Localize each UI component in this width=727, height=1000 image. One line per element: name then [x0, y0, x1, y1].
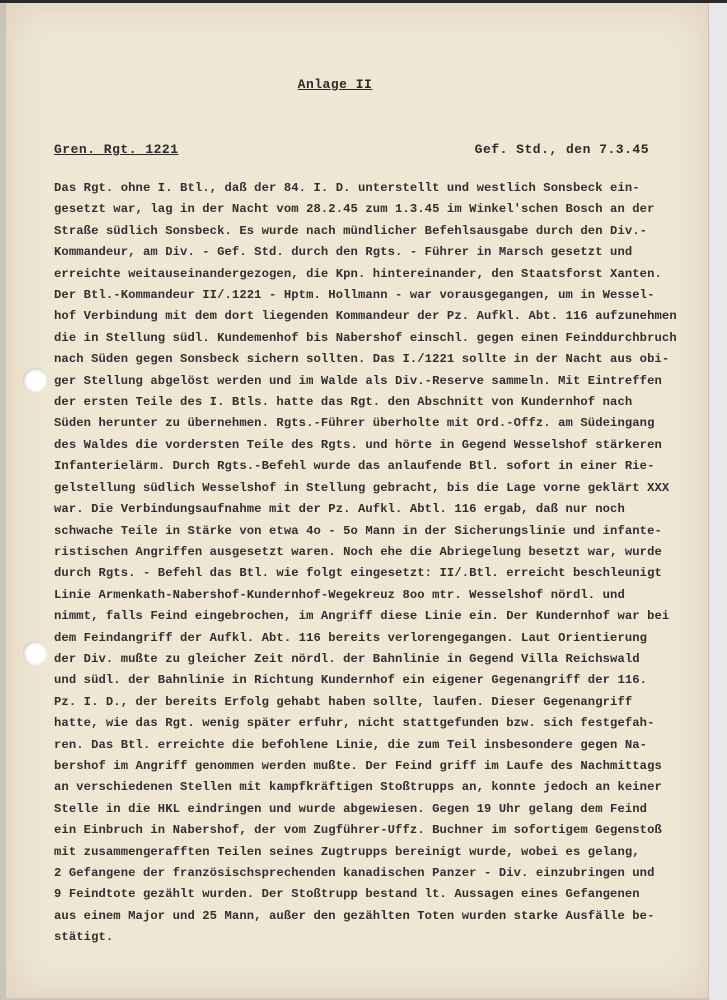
body-line: dem Feindangriff der Aufkl. Abt. 116 bereits verlorengegangen. Laut Orientierung: [54, 630, 648, 645]
place-date: Gef. Std., den 7.3.45: [474, 142, 649, 157]
punch-hole-lower: [23, 641, 47, 665]
body-line: gesetzt war, lag in der Nacht vom 28.2.45 zum 1.3.45 im Winkel'schen Bosch an der: [54, 202, 655, 217]
body-line: an verschiedenen Stellen mit kampfkräftigen Stoßtrupps an, konnte jedoch an keiner: [54, 780, 662, 795]
body-line: 9 Feindtote gezählt wurden. Der Stoßtrupp bestand lt. Aussagen eines Gefangenen: [54, 887, 640, 902]
body-line: gelstellung südlich Wesselshof in Stellung gebracht, bis die Lage vorne geklärt XXX: [54, 480, 670, 495]
body-line: nach Süden gegen Sonsbeck sichern sollten. Das I./1221 sollte in der Nacht aus obi-: [54, 352, 670, 367]
body-line: mit zusammengerafften Teilen seines Zugtrupps bereinigt wurde, wobei es gelang,: [54, 844, 640, 859]
body-line: war. Die Verbindungsaufnahme mit der Pz. Aufkl. Abtl. 116 ergab, daß nur noch: [54, 502, 625, 517]
body-line: Stelle in die HKL eindringen und wurde abgewiesen. Gegen 19 Uhr gelang dem Feind: [54, 801, 648, 816]
body-line: nimmt, falls Feind eingebrochen, im Angriff diese Linie ein. Der Kundernhof war bei: [54, 609, 670, 624]
body-line: stätigt.: [54, 930, 114, 945]
heading-text: Anlage II: [297, 77, 373, 92]
body-line: schwache Teile in Stärke von etwa 4o - 5o Mann in der Sicherungslinie und infante-: [54, 523, 662, 538]
body-line: bershof im Angriff genommen werden mußte. Der Feind griff im Laufe des Nachmittags: [54, 758, 662, 773]
body-line: ristischen Angriffen ausgesetzt waren. Noch ehe die Abriegelung besetzt war, wurde: [54, 544, 662, 559]
body-line: ger Stellung abgelöst werden und im Walde als Div.-Reserve sammeln. Mit Eintreffen: [54, 373, 662, 388]
body-line: die in Stellung südl. Kundemenhof bis Nabershof einschl. gegen einen Feinddurchbruch: [54, 330, 677, 345]
body-line: Pz. I. D., der bereits Erfolg gehabt haben sollte, laufen. Dieser Gegenangriff: [54, 694, 633, 709]
punch-hole-upper: [23, 368, 47, 392]
body-line: Der Btl.-Kommandeur II/.1221 - Hptm. Hollmann - war vorausgegangen, um in Wessel-: [54, 288, 655, 303]
body-line: durch Rgts. - Befehl das Btl. wie folgt eingesetzt: II/.Btl. erreicht beschleunigt: [54, 566, 662, 581]
body-line: erreichte weitauseinandergezogen, die Kpn. hintereinander, den Staatsforst Xanten.: [54, 266, 662, 281]
body-line: ren. Das Btl. erreichte die befohlene Linie, die zum Teil insbesondere gegen Na-: [54, 737, 648, 752]
body-line: der ersten Teile des I. Btls. hatte das Rgt. den Abschnitt von Kundernhof nach: [54, 395, 633, 410]
body-line: der Div. mußte zu gleicher Zeit nördl. der Bahnlinie in Gegend Villa Reichswald: [54, 651, 640, 666]
body-line: Straße südlich Sonsbeck. Es wurde nach mündlicher Befehlsausgabe durch den Div.-: [54, 223, 648, 238]
body-line: Süden herunter zu übernehmen. Rgts.-Führer überholte mit Ord.-Offz. am Südeingang: [54, 416, 655, 431]
body-line: Infanterielärm. Durch Rgts.-Befehl wurde das anlaufende Btl. sofort in einer Rie-: [54, 459, 655, 474]
body-line: Das Rgt. ohne I. Btl., daß der 84. I. D. unterstellt und westlich Sonsbeck ein-: [54, 181, 640, 195]
body-line: und südl. der Bahnlinie in Richtung Kundernhof ein eigener Gegenangriff der 116.: [54, 673, 648, 688]
body-line: Kommandeur, am Div. - Gef. Std. durch den Rgts. - Führer in Marsch gesetzt und: [54, 245, 633, 260]
body-line: hatte, wie das Rgt. wenig später erfuhr, nicht stattgefunden bzw. sich festgefah-: [54, 716, 655, 731]
body-line: ein Einbruch in Nabershof, der vom Zugführer-Uffz. Buchner im sofortigem Gegenstoß: [54, 823, 662, 838]
body-line: aus einem Major und 25 Mann, außer den gezählten Toten wurden starke Ausfälle be-: [54, 908, 655, 923]
body-line: hof Verbindung mit dem dort liegenden Kommandeur der Pz. Aufkl. Abt. 116 aufzunehmen: [54, 309, 677, 324]
page-margin-strip: [709, 0, 727, 1000]
top-edge: [0, 0, 727, 3]
unit-designation: Gren. Rgt. 1221: [54, 142, 179, 157]
body-text: [54, 178, 694, 949]
body-line: 2 Gefangene der französischsprechenden kanadischen Panzer - Div. einzubringen und: [54, 866, 655, 880]
body-line: Linie Armenkath-Nabershof-Kundernhof-Wegekreuz 8oo mtr. Wesselshof nördl. und: [54, 587, 625, 602]
document-heading: [0, 77, 600, 92]
body-line: des Waldes die vordersten Teile des Rgts. und hörte in Gegend Wesselshof stärkeren: [54, 437, 662, 452]
